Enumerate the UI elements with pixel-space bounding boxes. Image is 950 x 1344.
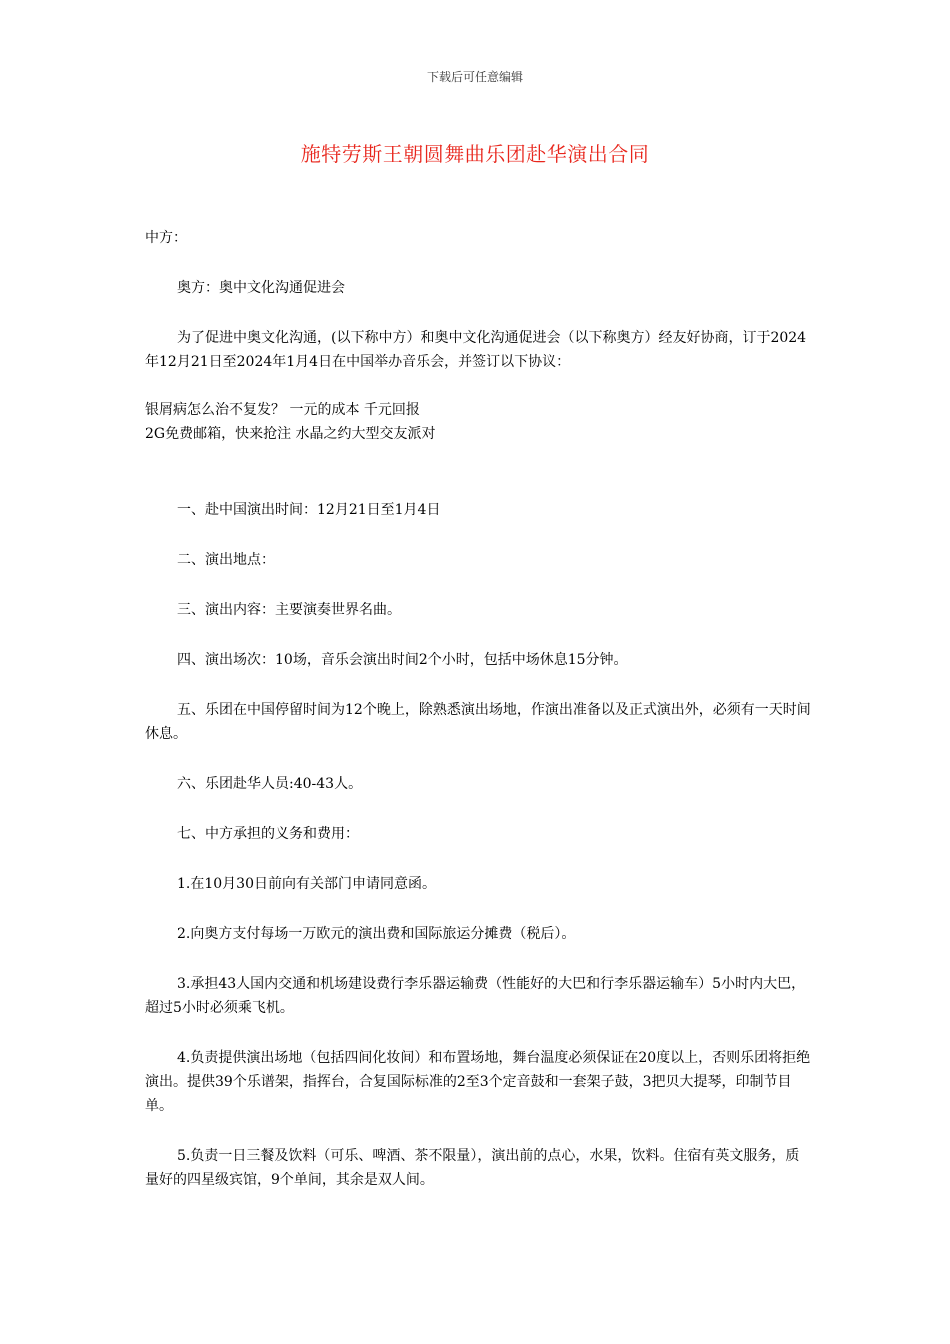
page-header-note: 下载后可任意编辑: [426, 70, 523, 84]
party-china: 中方：: [145, 230, 187, 246]
clause-5: 五、乐团在中国停留时间为12个晚上，除熟悉演出场地，作演出准备以及正式演出外，必须有一天时间休息。: [145, 702, 811, 742]
ad-line[interactable]: 2G免费邮箱，快来抢注 水晶之约大型交友派对: [145, 426, 436, 442]
clause-list: [145, 498, 813, 1192]
clause-7-item-3: 3.承担43人国内交通和机场建设费行李乐器运输费（性能好的大巴和行李乐器运输车）5小时内大巴，超过5小时必须乘飞机。: [145, 976, 806, 1016]
document-title: 施特劳斯王朝圆舞曲乐团赴华演出合同: [300, 142, 650, 166]
document-body: [145, 226, 813, 1218]
clause-7-item-4: 4.负责提供演出场地（包括四间化妆间）和布置场地，舞台温度必须保证在20度以上，否则乐团将拒绝演出。提供39个乐谱架，指挥台，合复国际标准的2至3个定音鼓和一套架子鼓，3把贝大提琴，印制节目单。: [145, 1050, 811, 1114]
intro-paragraph: 为了促进中奥文化沟通，(以下称中方）和奥中文化沟通促进会（以下称奥方）经友好协商，订于2024年12月21日至2024年1月4日在中国举办音乐会，并签订以下协议：: [145, 330, 807, 370]
clause-2: 二、演出地点：: [177, 552, 275, 568]
clause-6: 六、乐团赴华人员:40-43人。: [177, 776, 363, 792]
clause-1: 一、赴中国演出时间：12月21日至1月4日: [177, 502, 441, 518]
clause-7-item-5: 5.负责一日三餐及饮料（可乐、啤酒、茶不限量），演出前的点心，水果，饮料。住宿有英文服务，质量好的四星级宾馆，9个单间，其余是双人间。: [145, 1148, 800, 1188]
party-austria: 奥方：奥中文化沟通促进会: [177, 280, 345, 296]
clause-7-item-1: 1.在10月30日前向有关部门申请同意函。: [177, 876, 436, 892]
clause-7: 七、中方承担的义务和费用：: [177, 826, 359, 842]
clause-3: 三、演出内容：主要演奏世界名曲。: [177, 602, 401, 618]
ad-line[interactable]: 银屑病怎么治不复发？ 一元的成本 千元回报: [145, 402, 420, 418]
clause-4: 四、演出场次：10场，音乐会演出时间2个小时，包括中场休息15分钟。: [177, 652, 628, 668]
ad-block: [145, 398, 813, 446]
clause-7-item-2: 2.向奥方支付每场一万欧元的演出费和国际旅运分摊费（税后）。: [177, 926, 576, 942]
